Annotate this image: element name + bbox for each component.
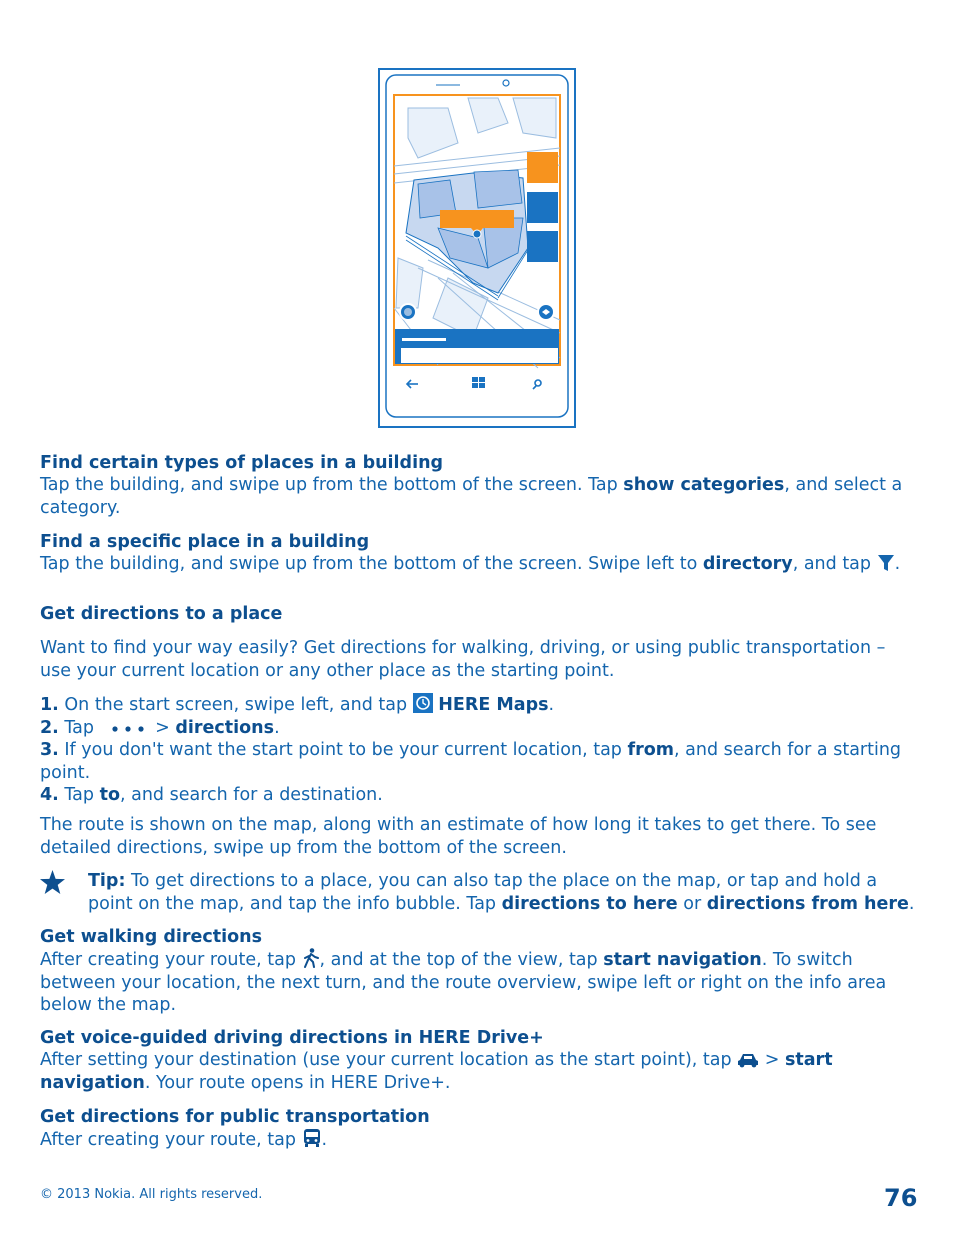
keyword-start-navigation: start navigation	[603, 950, 762, 970]
text: , and at the top of the view, tap	[319, 950, 604, 970]
text: . Your route opens in HERE Drive+.	[144, 1072, 451, 1093]
text: .	[274, 717, 280, 738]
text: , and search for a destination.	[119, 785, 383, 805]
text: Tap the building, and swipe up from the bottom of the screen. Tap	[40, 475, 624, 495]
more-icon	[100, 720, 150, 736]
text: >	[759, 1050, 785, 1070]
star-icon	[40, 870, 65, 894]
paragraph-walking-directions	[40, 948, 920, 1017]
text: .	[908, 893, 915, 914]
heading-walking-directions: Get walking directions	[40, 927, 263, 947]
text: On the start screen, swipe left, and tap	[58, 695, 413, 715]
keyword-show-categories: show categories	[623, 475, 785, 495]
paragraph-directions-intro: Want to find your way easily? Get directions for walking, driving, or using public transportation – use your current location or any other place as the starting point.	[40, 638, 886, 681]
text: After creating your route, tap	[40, 950, 302, 970]
phone-illustration	[378, 68, 576, 428]
heading-public-transport: Get directions for public transportation	[40, 1107, 430, 1127]
keyword-directory: directory	[702, 554, 793, 574]
keyword-to: to	[99, 785, 120, 805]
text: After setting your destination (use your current location as the start point), tap	[40, 1050, 738, 1070]
text: or	[677, 893, 707, 914]
car-icon	[737, 1052, 759, 1068]
text: If you don't want the start point to be your current location, tap	[58, 740, 628, 760]
keyword-from: from	[627, 740, 674, 760]
keyword-directions: directions	[175, 717, 275, 738]
text: After creating your route, tap	[40, 1130, 302, 1150]
paragraph-public-transport	[40, 1128, 920, 1152]
text: Tap	[58, 785, 100, 805]
copyright: © 2013 Nokia. All rights reserved.	[40, 1187, 263, 1202]
text: , and search for a starting point.	[40, 740, 902, 783]
keyword-directions-from-here: directions from here	[706, 893, 909, 914]
step-number: 4.	[40, 785, 59, 805]
heading-find-categories: Find certain types of places in a building	[40, 453, 444, 473]
step-3	[40, 739, 920, 784]
keyword-directions-to-here: directions to here	[501, 893, 678, 914]
step-number: 3.	[40, 740, 59, 760]
text: . To switch between your location, the next turn, and the route overview, swipe left or right on the info area below the map.	[40, 950, 887, 1015]
text: , and select a category.	[40, 475, 903, 518]
page-number: 76	[884, 1184, 918, 1212]
step-2	[40, 717, 920, 740]
step-1	[40, 693, 920, 717]
heading-get-directions: Get directions to a place	[40, 604, 283, 624]
bus-icon	[302, 1128, 322, 1148]
text: Tap	[58, 717, 100, 738]
paragraph-find-specific-place	[40, 553, 920, 576]
paragraph-drive-directions	[40, 1049, 920, 1094]
text: , and tap	[792, 554, 877, 574]
text: .	[548, 695, 555, 715]
text: .	[894, 554, 901, 574]
text: >	[149, 717, 176, 738]
text: .	[321, 1130, 328, 1150]
filter-icon	[877, 554, 895, 572]
phone-map-svg	[378, 68, 576, 428]
directions-steps	[40, 693, 920, 807]
walk-icon	[302, 948, 320, 968]
heading-find-specific-place: Find a specific place in a building	[40, 532, 370, 552]
keyword-start-navigation: start navigation	[40, 1050, 833, 1093]
tip-paragraph	[88, 870, 920, 915]
text: To get directions to a place, you can also tap the place on the map, or tap and hold a point on the map, and tap the info bubble. Tap	[88, 871, 878, 914]
step-number: 1.	[40, 695, 59, 715]
keyword-here-maps: HERE Maps	[438, 695, 549, 715]
paragraph-route-shown: The route is shown on the map, along with an estimate of how long it takes to get there. To see detailed directions, swipe up from the bottom of the screen.	[40, 815, 877, 858]
step-number: 2.	[40, 717, 59, 738]
paragraph-find-categories	[40, 474, 920, 519]
step-4	[40, 784, 920, 807]
heading-drive-directions: Get voice-guided driving directions in HERE Drive+	[40, 1028, 544, 1048]
text: Tap the building, and swipe up from the bottom of the screen. Swipe left to	[40, 554, 703, 574]
tip-label: Tip:	[88, 871, 126, 891]
here-maps-icon	[413, 693, 433, 713]
